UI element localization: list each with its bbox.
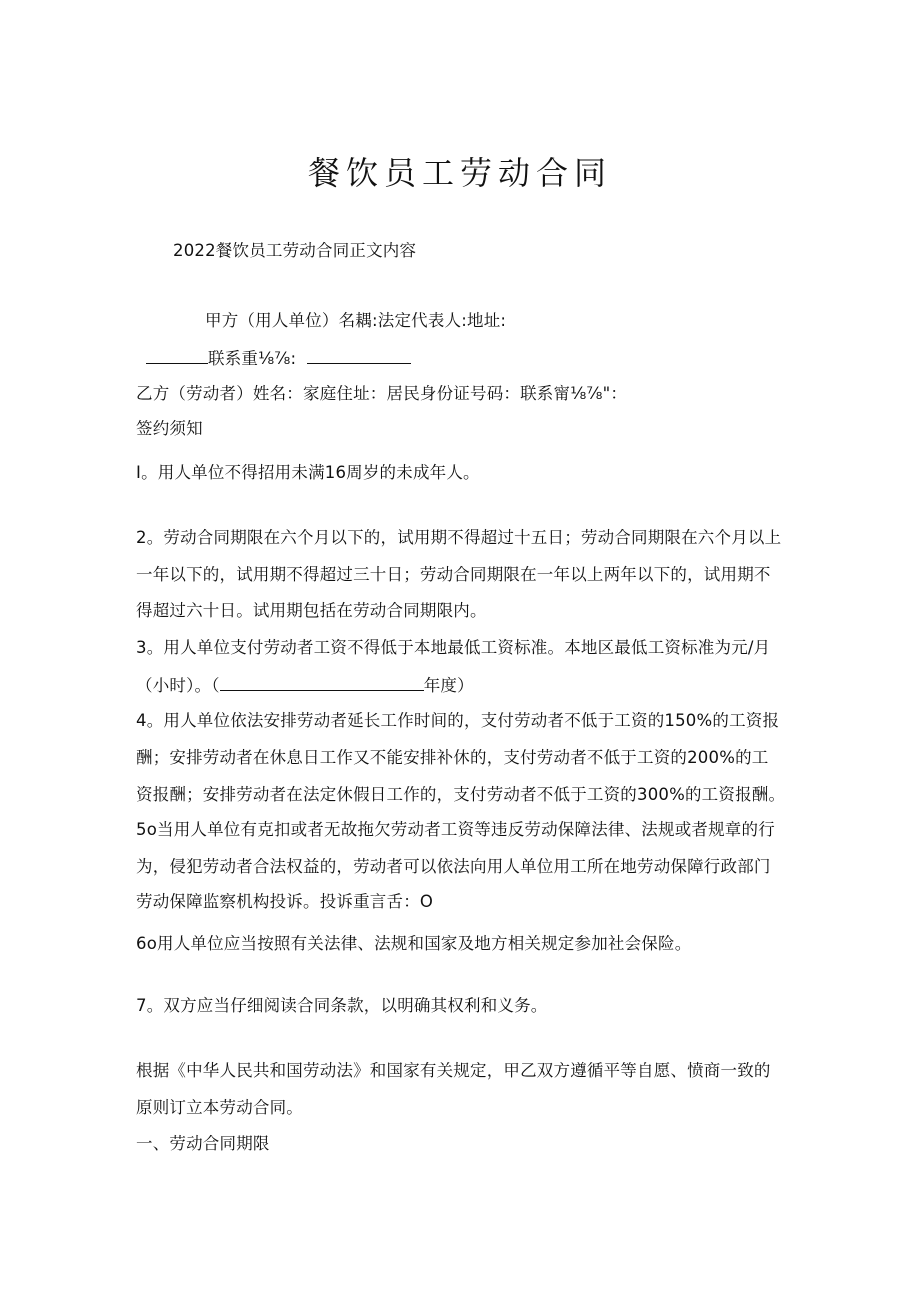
- blank-line: [146, 347, 208, 364]
- notice-item-2-line-3: 得超过六十日。试用期包括在劳动合同期限内。: [136, 601, 487, 620]
- section-1-heading: 一、劳动合同期限: [136, 1134, 270, 1153]
- notice-heading: 签约须知: [136, 419, 203, 438]
- item-3-suffix: 年度）: [423, 676, 474, 695]
- party-b-line: 乙方（劳动者）姓名：家庭住址：居民身份证号码：联系甯⅛⅞"：: [136, 384, 628, 403]
- basis-line-1: 根据《中华人民共和国劳动法》和国家有关规定，甲乙双方遵循平等自愿、愤商一致的: [136, 1061, 771, 1080]
- party-a-contact-label: 联系重⅛⅞:: [208, 349, 297, 368]
- notice-item-4-line-3: 资报酬；安排劳动者在法定休假日工作的，支付劳动者不低于工资的300%的工资报酬。: [136, 785, 786, 804]
- notice-item-7: 7。双方应当仔细阅读合同条款，以明确其权利和义务。: [136, 996, 548, 1015]
- party-a-line: 甲方（用人单位）名耦:法定代表人:地址:: [205, 311, 507, 330]
- notice-item-3-line-2: [136, 674, 796, 697]
- basis-line-2: 原则订立本劳动合同。: [136, 1098, 303, 1117]
- blank-line: [307, 347, 411, 364]
- notice-item-5-line-2: 为，侵犯劳动者合法权益的，劳动者可以依法向用人单位用工所在地劳动保障行政部门: [136, 857, 771, 876]
- document-subtitle: 2022餐饮员工劳动合同正文内容: [173, 241, 417, 260]
- notice-item-5-line-1: 5o当用人单位有克扣或者无故拖欠劳动者工资等违反劳动保障法律、法规或者规章的行: [136, 820, 775, 839]
- document-title: 餐饮员工劳动合同: [307, 154, 612, 192]
- blank-line: [220, 674, 424, 691]
- notice-item-4-line-2: 酬；安排劳动者在休息日工作又不能安排补休的，支付劳动者不低于工资的200%的工: [136, 748, 769, 767]
- notice-item-2-line-1: 2。劳动合同期限在六个月以下的，试用期不得超过十五日；劳动合同期限在六个月以上: [136, 528, 782, 547]
- party-a-contact-line: [146, 347, 806, 370]
- notice-item-1: I。用人单位不得招用未满16周岁的未成年人。: [136, 463, 480, 482]
- notice-item-3-line-1: 3。用人单位支付劳动者工资不得低于本地最低工资标准。本地区最低工资标准为元/月: [136, 638, 771, 657]
- notice-item-6: 6o用人单位应当按照有关法律、法规和国家及地方相关规定参加社会保险。: [136, 934, 692, 953]
- notice-item-5-line-3: 劳动保障监察机构投诉。投诉重言舌：O: [136, 892, 434, 911]
- notice-item-2-line-2: 一年以下的，试用期不得超过三十日；劳动合同期限在一年以上两年以下的，试用期不: [136, 565, 771, 584]
- item-3-prefix: （小时）。（: [136, 676, 220, 695]
- notice-item-4-line-1: 4。用人单位依法安排劳动者延长工作时间的，支付劳动者不低于工资的150%的工资报: [136, 711, 780, 730]
